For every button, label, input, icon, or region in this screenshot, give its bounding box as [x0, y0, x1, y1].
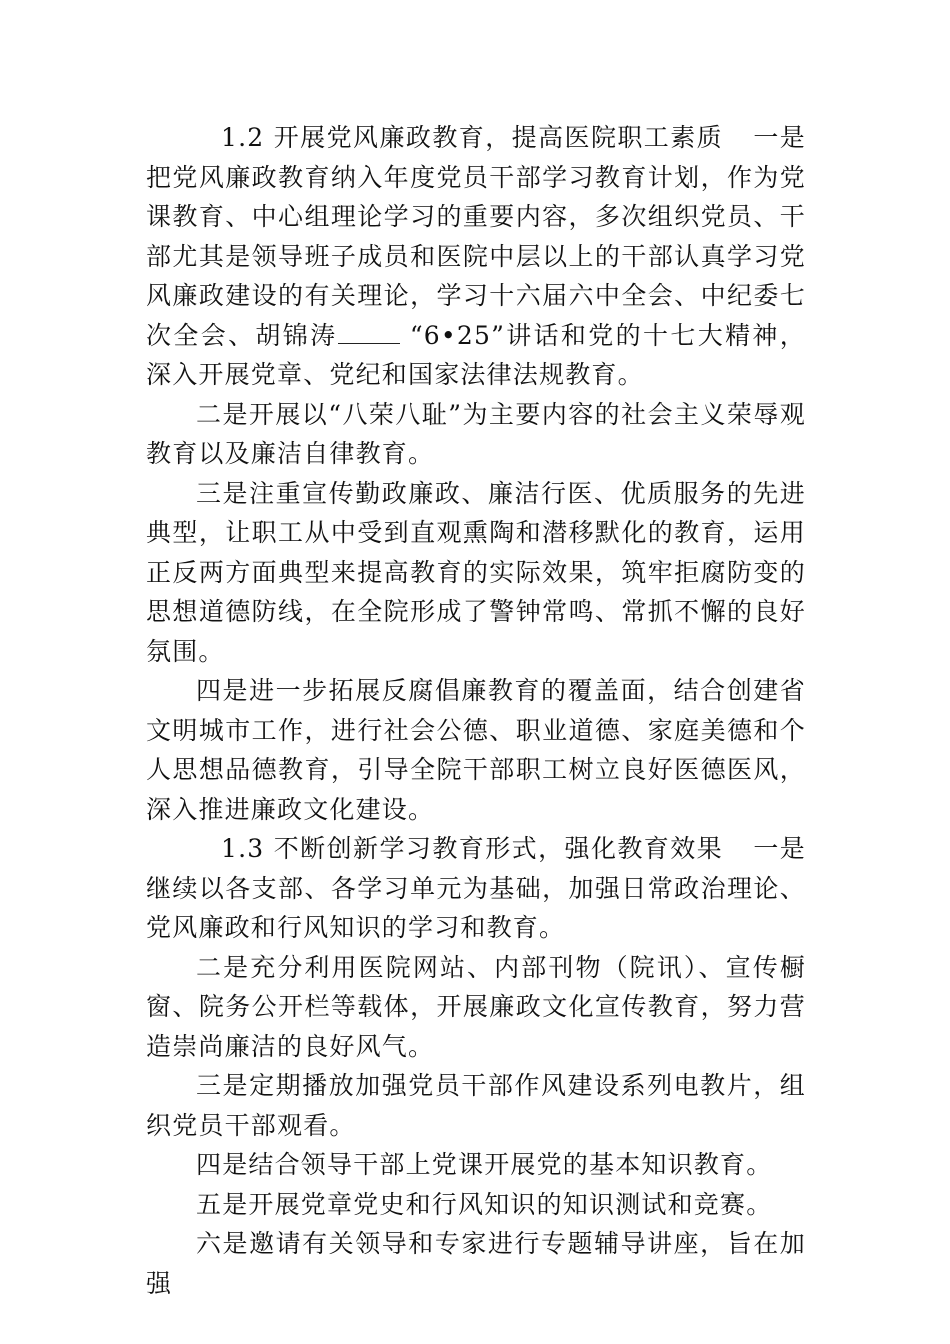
- paragraph-section-1-3: [146, 829, 806, 948]
- section-heading-1-2: 1.2 开展党风廉政教育，提高医院职工素质: [221, 123, 724, 152]
- paragraph-item-3: 三是注重宣传勤政廉政、廉洁行医、优质服务的先进典型，让职工从中受到直观熏陶和潜移默化的教育，运用正反两方面典型来提高教育的实际效果，筑牢拒腐防变的思想道德防线，在全院形成了警钟常鸣、常抓不懈的良好氛围。: [146, 478, 806, 666]
- paragraph-item-6: 二是充分利用医院网站、内部刊物（院讯）、宣传橱窗、院务公开栏等载体，开展廉政文化宣传教育，努力营造崇尚廉洁的良好风气。: [146, 952, 806, 1061]
- section-heading-1-3: 1.3 不断创新学习教育形式，强化教育效果: [221, 834, 724, 863]
- paragraph-item-7: 三是定期播放加强党员干部作风建设系列电教片，组织党员干部观看。: [146, 1071, 806, 1140]
- paragraph-item-9: 五是开展党章党史和行风知识的知识测试和竞赛。: [196, 1189, 773, 1219]
- blank-underline: [338, 321, 400, 344]
- paragraph-text-continued: “6•25”讲话和党的十七大精神，深入开展党章、党纪和国家法律法规教育。: [146, 320, 806, 389]
- paragraph-item-8: 四是结合领导干部上党课开展党的基本知识教育。: [196, 1150, 773, 1179]
- paragraph-text: 一是把党风廉政教育纳入年度党员干部学习教育计划，作为党课教育、中心组理论学习的重要内容，多次组织党员、干部尤其是领导班子成员和医院中层以上的干部认真学习党风廉政建设的有关理论，学习十六届六中全会、中纪委七次全会、胡锦涛: [146, 123, 806, 350]
- paragraph-item-2: 二是开展以“八荣八耻”为主要内容的社会主义荣辱观教育以及廉洁自律教育。: [146, 399, 806, 468]
- paragraph-text: 一是继续以各支部、各学习单元为基础，加强日常政治理论、党风廉政和行风知识的学习和教育。: [146, 834, 806, 942]
- paragraph-item-4: 四是进一步拓展反腐倡廉教育的覆盖面，结合创建省文明城市工作，进行社会公德、职业道德、家庭美德和个人思想品德教育，引导全院干部职工树立良好医德医风，深入推进廉政文化建设。: [146, 676, 806, 824]
- document-body: [146, 118, 806, 1303]
- paragraph-section-1-2: [146, 118, 806, 395]
- paragraph-item-10: 六是邀请有关领导和专家进行专题辅导讲座，旨在加强: [146, 1229, 806, 1298]
